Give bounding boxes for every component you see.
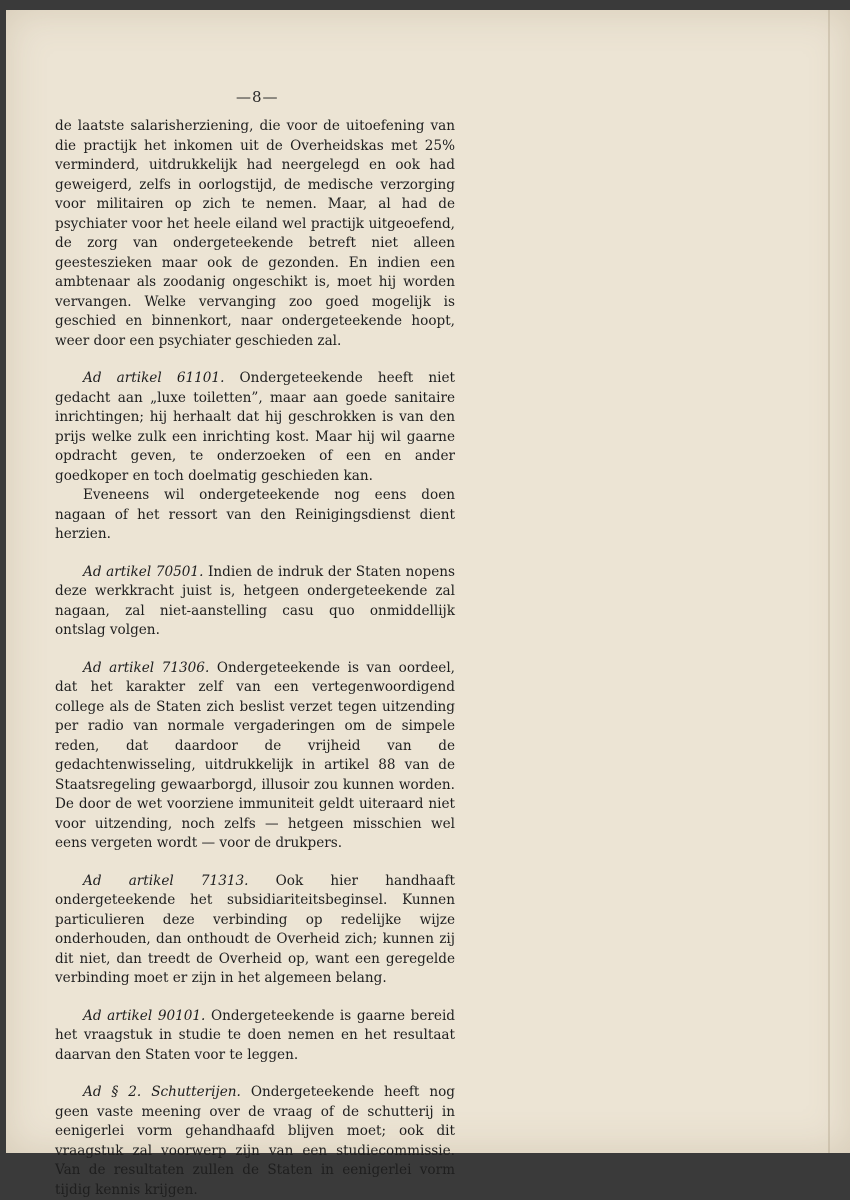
document-body xyxy=(55,117,455,1200)
paragraph-lead: Ad artikel 90101. xyxy=(83,1007,206,1024)
paragraph-text: Ondergeteekende heeft niet gedacht aan „luxe toiletten”, maar aan goede sanitaire inrichtingen; hij herhaalt dat hij geschrokken is van den prijs welke zulk een inrichting kost. Maar hij wil gaarne opdracht geven, te onderzoeken of een en ander goedkoper en toch doelmatig geschieden kan. xyxy=(55,370,455,484)
paragraph-text: Ondergeteekende is gaarne bereid het vraagstuk in studie te doen nemen en het resultaat daarvan den Staten voor te leggen. xyxy=(55,1007,455,1063)
paragraph-lead: Ad artikel 71313. xyxy=(83,872,249,889)
paragraph-artikel-71313 xyxy=(55,872,455,989)
paragraph-text: Ondergeteekende heeft nog geen vaste meening over de vraag of de schutterij in eenigerlei vorm gehandhaafd blijven moet; ook dit vraagstuk zal voorwerp zijn van een studiecommissie. Van de resultaten zullen de Staten in eenigerlei vorm tijdig kennis krijgen. xyxy=(55,1084,456,1198)
paragraph-artikel-61101 xyxy=(55,369,455,486)
paragraph-schutterijen xyxy=(55,1083,455,1200)
paragraph-text: Ook hier handhaaft ondergeteekende het subsidiariteitsbeginsel. Kunnen particulieren deze verbinding op redelijke wijze onderhouden, dan onthoudt de Overheid zich; kunnen zij dit niet, dan treedt de Overheid op, want een geregelde verbinding moet er zijn in het algemeen belang. xyxy=(55,872,455,986)
paragraph-reinigingsdienst xyxy=(55,486,455,545)
paragraph-artikel-70501 xyxy=(55,563,455,641)
paragraph-text: Ondergeteekende is van oordeel, dat het karakter zelf van een vertegenwoordigend college als de Staten zich beslist verzet tegen uitzending per radio van normale vergaderingen om de simpele reden, dat daardoor de vrijheid van de gedachtenwisseling, uitdrukkelijk in artikel 88 van de Staatsregeling gewaarborgd, illusoir zou kunnen worden. De door de wet voorziene immuniteit geldt uiteraard niet voor uitzending, noch zelfs — hetgeen misschien wel eens vergeten wordt — voor de drukpers. xyxy=(55,659,455,851)
paragraph-lead: Ad artikel 70501. xyxy=(83,563,204,580)
page-number: —8— xyxy=(236,88,279,106)
paragraph-text: Indien de indruk der Staten nopens deze werkkracht juist is, hetgeen ondergeteekende zal nagaan, zal niet-aanstelling casu quo onmiddellijk ontslag volgen. xyxy=(55,563,455,638)
paragraph-artikel-71306 xyxy=(55,659,455,854)
paragraph-artikel-90101 xyxy=(55,1007,455,1066)
paragraph-lead: Ad artikel 71306. xyxy=(83,659,210,676)
paragraph-text: de laatste salarisherziening, die voor de uitoefening van die practijk het inkomen uit de Overheidskas met 25% verminderd, uitdrukkelijk had neergelegd en ook had geweigerd, zelfs in oorlogstijd, de medische verzorging voor militairen op zich te nemen. Maar, al had de psychiater voor het heele eiland wel practijk uitgeoefend, de zorg van ondergeteekende betreft niet alleen geesteszieken maar ook de gezonden. En indien een ambtenaar als zoodanig ongeschikt is, moet hij worden vervangen. Welke vervanging zoo goed mogelijk is geschied en binnenkort, naar ondergeteekende hoopt, weer door een psychiater geschieden zal. xyxy=(55,118,455,349)
paragraph-text: Eveneens wil ondergeteekende nog eens doen nagaan of het ressort van den Reinigingsdienst dient herzien. xyxy=(55,487,455,542)
paragraph-lead: Ad artikel 61101. xyxy=(83,370,225,386)
paragraph-lead: Ad § 2. Schutterijen. xyxy=(83,1084,241,1100)
paragraph-continuation xyxy=(55,117,455,351)
page-fold-line xyxy=(828,10,830,1153)
